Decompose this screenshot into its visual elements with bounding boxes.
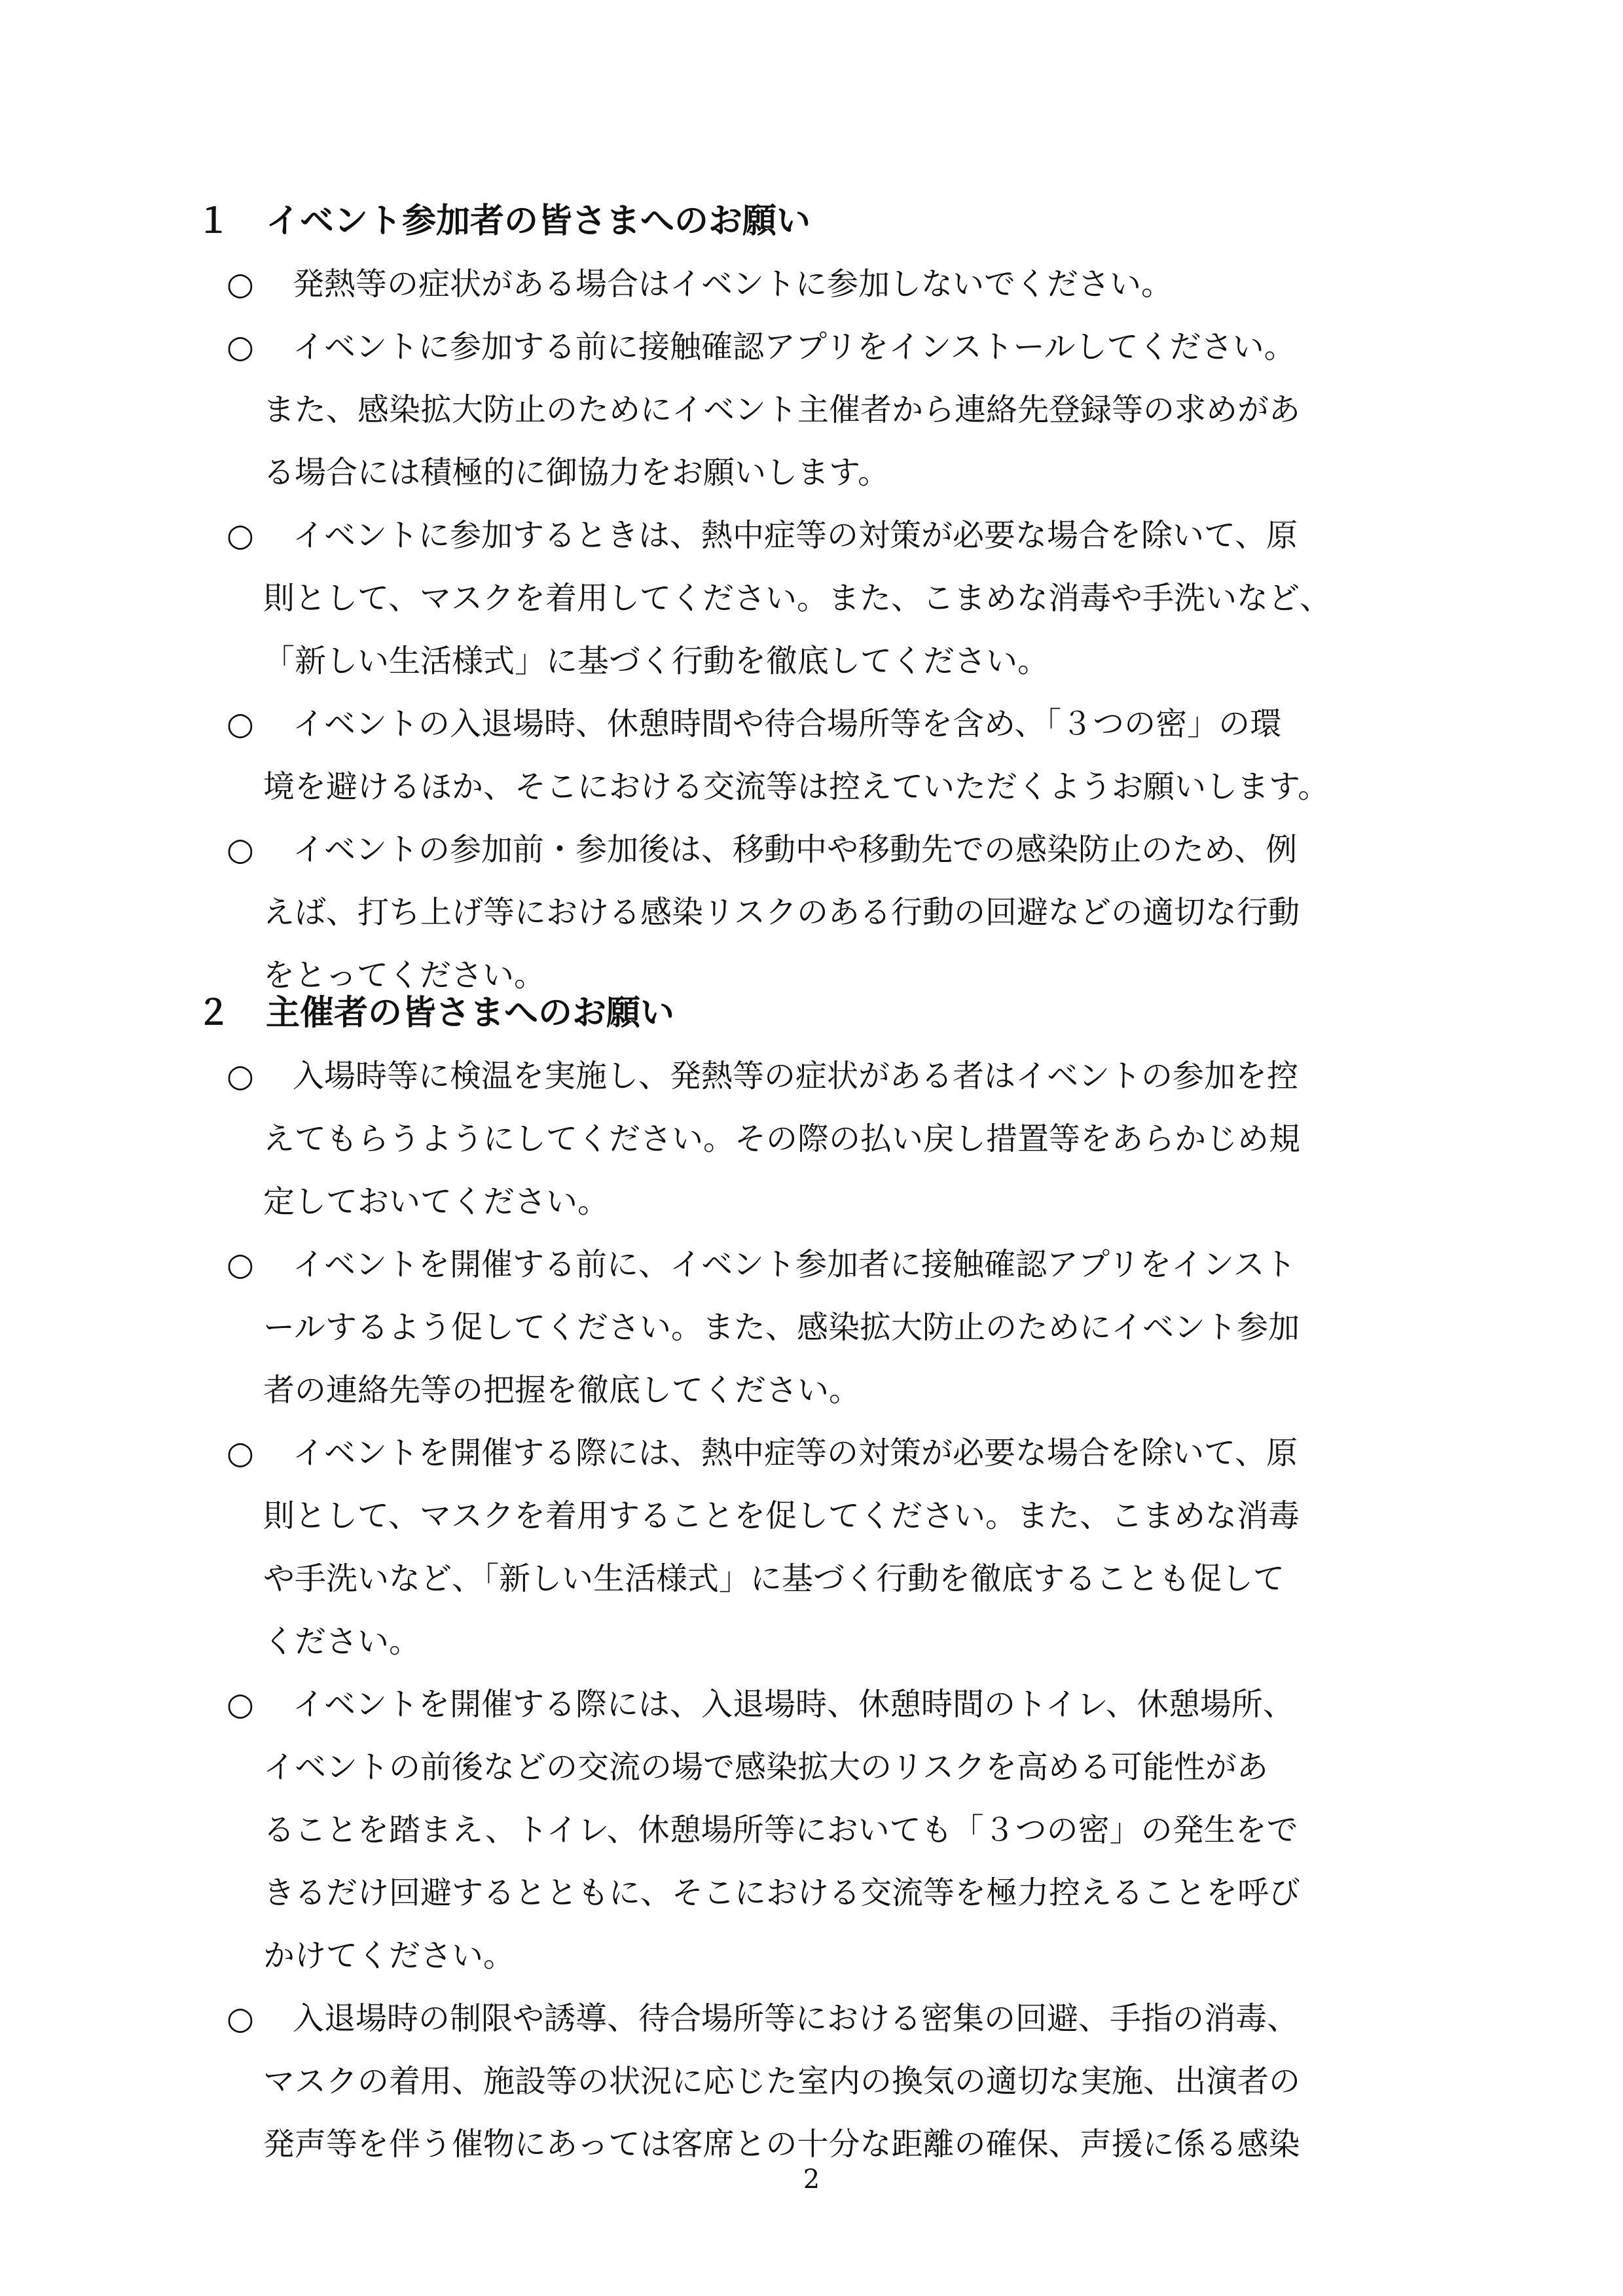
circle-bullet-icon: ○ [227, 329, 254, 365]
circle-bullet-icon: ○ [227, 1058, 254, 1094]
section-title: 主催者の皆さまへのお願い [266, 994, 675, 1033]
item-text-line: 境を避けるほか、そこにおける交流等は控えていただくようお願いします。 [263, 768, 1330, 805]
item-text-line: 「新しい生活様式」に基づく行動を徹底してください。 [263, 643, 1049, 679]
section-organizers [196, 982, 1460, 2176]
item-text-line: また、感染拡大防止のためにイベント主催者から連絡先登録等の求めがあ [263, 391, 1301, 428]
list-item [196, 818, 1460, 1007]
item-text-line: 定しておいてください。 [263, 1183, 610, 1220]
item-text-line: 入場時等に検温を実施し、発熱等の症状がある者はイベントの参加を控 [293, 1058, 1299, 1094]
item-text-line: イベントの参加前・参加後は、移動中や移動先での感染防止のため、例 [293, 831, 1298, 868]
section-participants [196, 190, 1460, 1007]
item-text-line: マスクの着用、施設等の状況に応じた室内の換気の適切な実施、出演者の [263, 2063, 1301, 2100]
item-text-line: ることを踏まえ、トイレ、休憩場所等においても「３つの密」の発生をで [263, 1812, 1298, 1848]
item-text-line: イベントを開催する前に、イベント参加者に接触確認アプリをインスト [293, 1246, 1296, 1283]
item-text-line: イベントの前後などの交流の場で感染拡大のリスクを高める可能性があ [263, 1749, 1269, 1785]
item-text-line: えば、打ち上げ等における感染リスクのある行動の回避などの適切な行動 [263, 894, 1300, 931]
item-text-line: る場合には積極的に御協力をお願いします。 [263, 454, 890, 491]
list-item [196, 1987, 1460, 2176]
page-number: 2 [803, 2164, 820, 2195]
item-text-line: かけてください。 [263, 1937, 515, 1974]
request-list [196, 253, 1460, 1007]
item-text-line: ールするよう促してください。また、感染拡大防止のためにイベント参加 [263, 1309, 1300, 1346]
list-item [196, 1673, 1460, 1987]
section-title: イベント参加者の皆さまへのお願い [266, 202, 811, 241]
item-text-line: をとってください。 [263, 957, 546, 994]
item-text-line: 則として、マスクを着用してください。また、こまめな消毒や手洗いなど、 [263, 580, 1332, 617]
section-number: ２ [196, 994, 231, 1033]
circle-bullet-icon: ○ [227, 706, 254, 742]
circle-bullet-icon: ○ [227, 2000, 254, 2037]
circle-bullet-icon: ○ [227, 1435, 254, 1471]
item-text-line: イベントを開催する際には、入退場時、休憩時間のトイレ、休憩場所、 [293, 1686, 1294, 1723]
list-item [196, 315, 1460, 504]
list-item [196, 1422, 1460, 1673]
item-text-line: 発声等を伴う催物にあっては客席との十分な距離の確保、声援に係る感染 [263, 2126, 1300, 2162]
circle-bullet-icon: ○ [227, 1246, 254, 1283]
item-text-line: イベントの入退場時、休憩時間や待合場所等を含め、「３つの密」の環 [293, 706, 1282, 742]
item-text-line: 者の連絡先等の把握を徹底してください。 [263, 1372, 861, 1408]
list-item [196, 1233, 1460, 1422]
item-text-line: イベントに参加するときは、熱中症等の対策が必要な場合を除いて、原 [293, 517, 1298, 554]
section-heading [196, 190, 1460, 253]
list-item [196, 504, 1460, 692]
circle-bullet-icon: ○ [227, 517, 254, 554]
item-text-line: イベントを開催する際には、熱中症等の対策が必要な場合を除いて、原 [293, 1435, 1298, 1471]
list-item [196, 1045, 1460, 1233]
item-text-line: 発熱等の症状がある場合はイベントに参加しないでください。 [293, 266, 1173, 302]
circle-bullet-icon: ○ [227, 831, 254, 868]
item-text-line: や手洗いなど、「新しい生活様式」に基づく行動を徹底することも促して [263, 1560, 1285, 1597]
item-text-line: 則として、マスクを着用することを促してください。また、こまめな消毒 [263, 1498, 1300, 1534]
section-heading [196, 982, 1460, 1045]
item-text-line: きるだけ回避するとともに、そこにおける交流等を極力控えることを呼び [263, 1874, 1301, 1911]
item-text-line: ください。 [263, 1623, 421, 1660]
circle-bullet-icon: ○ [227, 266, 254, 302]
circle-bullet-icon: ○ [227, 1686, 254, 1723]
item-text-line: 入退場時の制限や誘導、待合場所等における密集の回避、手指の消毒、 [293, 2000, 1299, 2037]
item-text-line: えてもらうようにしてください。その際の払い戻し措置等をあらかじめ規 [263, 1121, 1301, 1157]
section-number: １ [196, 202, 231, 241]
list-item [196, 253, 1460, 315]
item-text-line: イベントに参加する前に接触確認アプリをインストールしてください。 [293, 329, 1296, 365]
request-list [196, 1045, 1460, 2176]
list-item [196, 692, 1460, 818]
